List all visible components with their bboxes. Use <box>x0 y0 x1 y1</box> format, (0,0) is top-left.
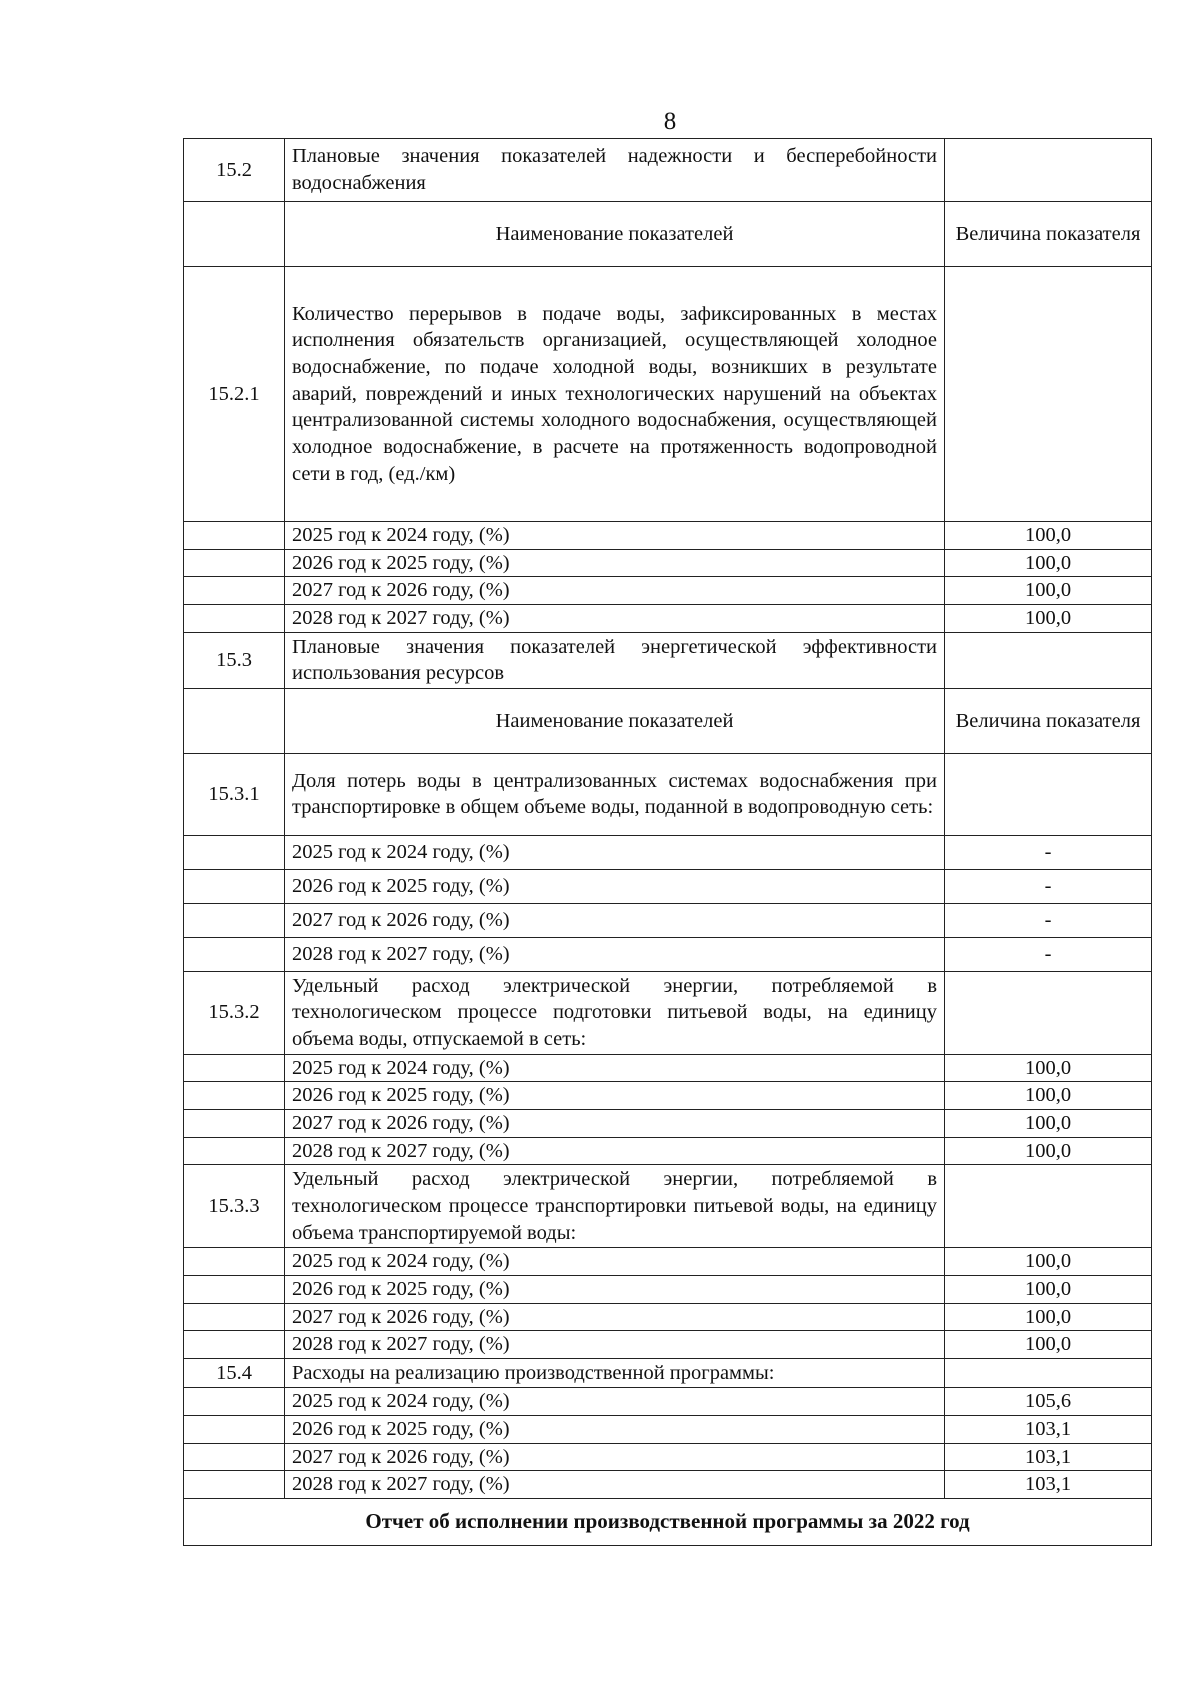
year-value: - <box>945 835 1152 869</box>
table-row <box>184 1443 1152 1471</box>
year-value: 103,1 <box>945 1471 1152 1499</box>
value-cell <box>945 1358 1152 1388</box>
year-label: 2025 год к 2024 году, (%) <box>285 522 945 550</box>
row-number: 15.4 <box>184 1358 285 1388</box>
year-label: 2028 год к 2027 году, (%) <box>285 604 945 632</box>
value-cell <box>945 267 1152 522</box>
report-footer-row <box>184 1499 1152 1546</box>
year-value: 100,0 <box>945 522 1152 550</box>
section-title: Плановые значения показателей надежности и бесперебойности водоснабжения <box>285 139 945 202</box>
year-label: 2028 год к 2027 году, (%) <box>285 1137 945 1165</box>
header-name-col: Наименование показателей <box>285 202 945 267</box>
empty-cell <box>184 202 285 267</box>
indicator-row-15-3-2 <box>184 971 1152 1054</box>
year-label: 2025 год к 2024 году, (%) <box>285 1054 945 1082</box>
year-value: 100,0 <box>945 1248 1152 1276</box>
header-value-col: Величина показателя <box>945 688 1152 753</box>
table-row <box>184 835 1152 869</box>
year-value: 103,1 <box>945 1443 1152 1471</box>
year-value: 100,0 <box>945 1137 1152 1165</box>
year-label: 2026 год к 2025 году, (%) <box>285 1416 945 1444</box>
value-cell <box>945 971 1152 1054</box>
table-row <box>184 1331 1152 1359</box>
year-value: 100,0 <box>945 1331 1152 1359</box>
year-value: 100,0 <box>945 549 1152 577</box>
table-row <box>184 1303 1152 1331</box>
year-value: 103,1 <box>945 1416 1152 1444</box>
year-value: 100,0 <box>945 1275 1152 1303</box>
indicator-description: Количество перерывов в подаче воды, зафиксированных в местах исполнения обязательств организацией, осуществляющей холодное водоснабжение, по подаче холодной воды, возникших в результате аварий, повреждений и иных технологических нарушений на объектах централизованной системы холодного водоснабжения, осуществляющей холодное водоснабжение, в расчете на протяженность водопроводной сети в год, (ед./км) <box>285 267 945 522</box>
value-cell <box>945 632 1152 688</box>
row-number: 15.3.2 <box>184 971 285 1054</box>
row-number: 15.3.3 <box>184 1165 285 1248</box>
year-label: 2026 год к 2025 году, (%) <box>285 869 945 903</box>
header-row <box>184 688 1152 753</box>
page-number: 8 <box>663 108 677 135</box>
year-label: 2026 год к 2025 году, (%) <box>285 1082 945 1110</box>
indicator-row-15-4 <box>184 1358 1152 1388</box>
table-row <box>184 1416 1152 1444</box>
value-cell <box>945 139 1152 202</box>
row-number: 15.2.1 <box>184 267 285 522</box>
table-row <box>184 1137 1152 1165</box>
value-cell <box>945 1165 1152 1248</box>
year-value: 100,0 <box>945 1110 1152 1138</box>
table-row <box>184 604 1152 632</box>
year-value: 100,0 <box>945 577 1152 605</box>
section-row-15-2 <box>184 139 1152 202</box>
indicator-row-15-3-3 <box>184 1165 1152 1248</box>
empty-cell <box>184 688 285 753</box>
report-title: Отчет об исполнении производственной программы за 2022 год <box>184 1499 1152 1546</box>
table-row <box>184 1054 1152 1082</box>
table-row <box>184 1110 1152 1138</box>
indicator-row-15-3-1 <box>184 753 1152 835</box>
section-title: Плановые значения показателей энергетической эффективности использования ресурсов <box>285 632 945 688</box>
year-label: 2026 год к 2025 году, (%) <box>285 1275 945 1303</box>
year-value: 100,0 <box>945 1303 1152 1331</box>
table-row <box>184 869 1152 903</box>
year-label: 2026 год к 2025 году, (%) <box>285 549 945 577</box>
year-label: 2025 год к 2024 году, (%) <box>285 1388 945 1416</box>
row-number: 15.3 <box>184 632 285 688</box>
table-row <box>184 1388 1152 1416</box>
indicator-description: Удельный расход электрической энергии, потребляемой в технологическом процессе транспортировки питьевой воды, на единицу объема транспортируемой воды: <box>285 1165 945 1248</box>
indicator-description: Доля потерь воды в централизованных системах водоснабжения при транспортировке в общем объеме воды, поданной в водопроводную сеть: <box>285 753 945 835</box>
indicators-table <box>183 138 1152 1546</box>
indicator-row-15-2-1 <box>184 267 1152 522</box>
indicator-description: Удельный расход электрической энергии, потребляемой в технологическом процессе подготовки питьевой воды, на единицу объема воды, отпускаемой в сеть: <box>285 971 945 1054</box>
table-row <box>184 937 1152 971</box>
year-label: 2028 год к 2027 году, (%) <box>285 937 945 971</box>
table-row <box>184 1275 1152 1303</box>
row-number: 15.2 <box>184 139 285 202</box>
year-label: 2027 год к 2026 году, (%) <box>285 577 945 605</box>
header-row <box>184 202 1152 267</box>
indicator-description: Расходы на реализацию производственной программы: <box>285 1358 945 1388</box>
year-value: - <box>945 869 1152 903</box>
table-row <box>184 549 1152 577</box>
year-value: - <box>945 903 1152 937</box>
year-label: 2025 год к 2024 году, (%) <box>285 835 945 869</box>
year-value: - <box>945 937 1152 971</box>
year-label: 2028 год к 2027 году, (%) <box>285 1471 945 1499</box>
header-name-col: Наименование показателей <box>285 688 945 753</box>
year-label: 2027 год к 2026 году, (%) <box>285 903 945 937</box>
table-row <box>184 522 1152 550</box>
year-label: 2025 год к 2024 году, (%) <box>285 1248 945 1276</box>
table-row <box>184 1248 1152 1276</box>
table-row <box>184 577 1152 605</box>
section-row-15-3 <box>184 632 1152 688</box>
row-number: 15.3.1 <box>184 753 285 835</box>
year-label: 2027 год к 2026 году, (%) <box>285 1110 945 1138</box>
year-value: 100,0 <box>945 1054 1152 1082</box>
year-label: 2027 год к 2026 году, (%) <box>285 1303 945 1331</box>
value-cell <box>945 753 1152 835</box>
table-row <box>184 903 1152 937</box>
year-value: 105,6 <box>945 1388 1152 1416</box>
table-row <box>184 1082 1152 1110</box>
header-value-col: Величина показателя <box>945 202 1152 267</box>
year-label: 2027 год к 2026 году, (%) <box>285 1443 945 1471</box>
year-value: 100,0 <box>945 604 1152 632</box>
table-row <box>184 1471 1152 1499</box>
year-label: 2028 год к 2027 году, (%) <box>285 1331 945 1359</box>
year-value: 100,0 <box>945 1082 1152 1110</box>
